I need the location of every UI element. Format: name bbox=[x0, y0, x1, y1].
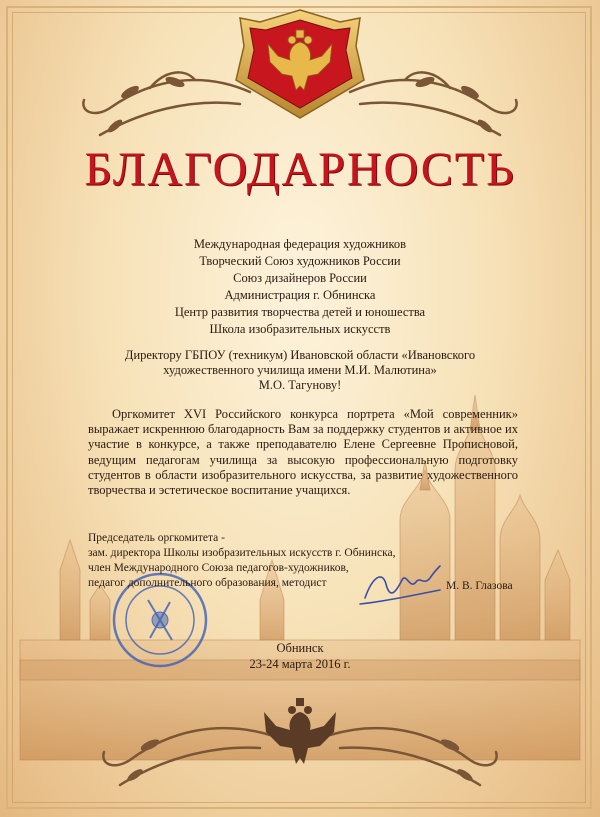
organization-line: Союз дизайнеров России bbox=[233, 271, 367, 285]
organization-line: Школа изобразительных искусств bbox=[209, 322, 391, 336]
issuing-organizations bbox=[150, 236, 450, 338]
place-and-date bbox=[200, 640, 400, 672]
signatory-line-4: педагог дополнительного образования, методист bbox=[88, 577, 327, 589]
organization-line: Международная федерация художников bbox=[193, 237, 407, 251]
date: 23-24 марта 2016 г. bbox=[249, 657, 351, 671]
addressee-line-3: М.О. Тагунову! bbox=[258, 378, 342, 392]
signatory-block bbox=[88, 531, 408, 591]
signatory-line-2: зам. директора Школы изобразительных искусств г. Обнинска, bbox=[88, 547, 396, 559]
gratitude-text bbox=[88, 407, 518, 498]
coat-of-arms-crest bbox=[236, 10, 364, 118]
certificate-title: БЛАГОДАРНОСТЬ bbox=[84, 143, 516, 196]
signatory-line-3: член Международного Союза педагогов-художников, bbox=[88, 562, 349, 574]
organization-line: Центр развития творчества детей и юношества bbox=[174, 305, 426, 319]
addressee-line-1: Директору ГБПОУ (техникум) Ивановской области «Ивановского bbox=[124, 348, 476, 362]
gratitude-paragraph: Оргкомитет XVI Российского конкурса портрета «Мой современник» выражает искреннюю благодарность Вам за поддержку студентов и активное их участие в конкурсе, а также преподавателю Елене Сергеевне Прописновой, ведущим педагогам училища за высокую профессиональную подготовку студентов в области изобразительного искусства, за развитие художественного творчества и эстетическое воспитание учащихся. bbox=[88, 407, 518, 498]
place: Обнинск bbox=[276, 641, 324, 655]
organization-line: Администрация г. Обнинска bbox=[224, 288, 376, 302]
addressee-line-2: художественного училища имени М.И. Малютина» bbox=[163, 363, 437, 377]
organization-line: Творческий Союз художников России bbox=[199, 254, 401, 268]
signatory-name: М. В. Глазова bbox=[446, 580, 513, 592]
addressee bbox=[60, 348, 540, 393]
signatory-line-1: Председатель оргкомитета - bbox=[88, 532, 225, 544]
